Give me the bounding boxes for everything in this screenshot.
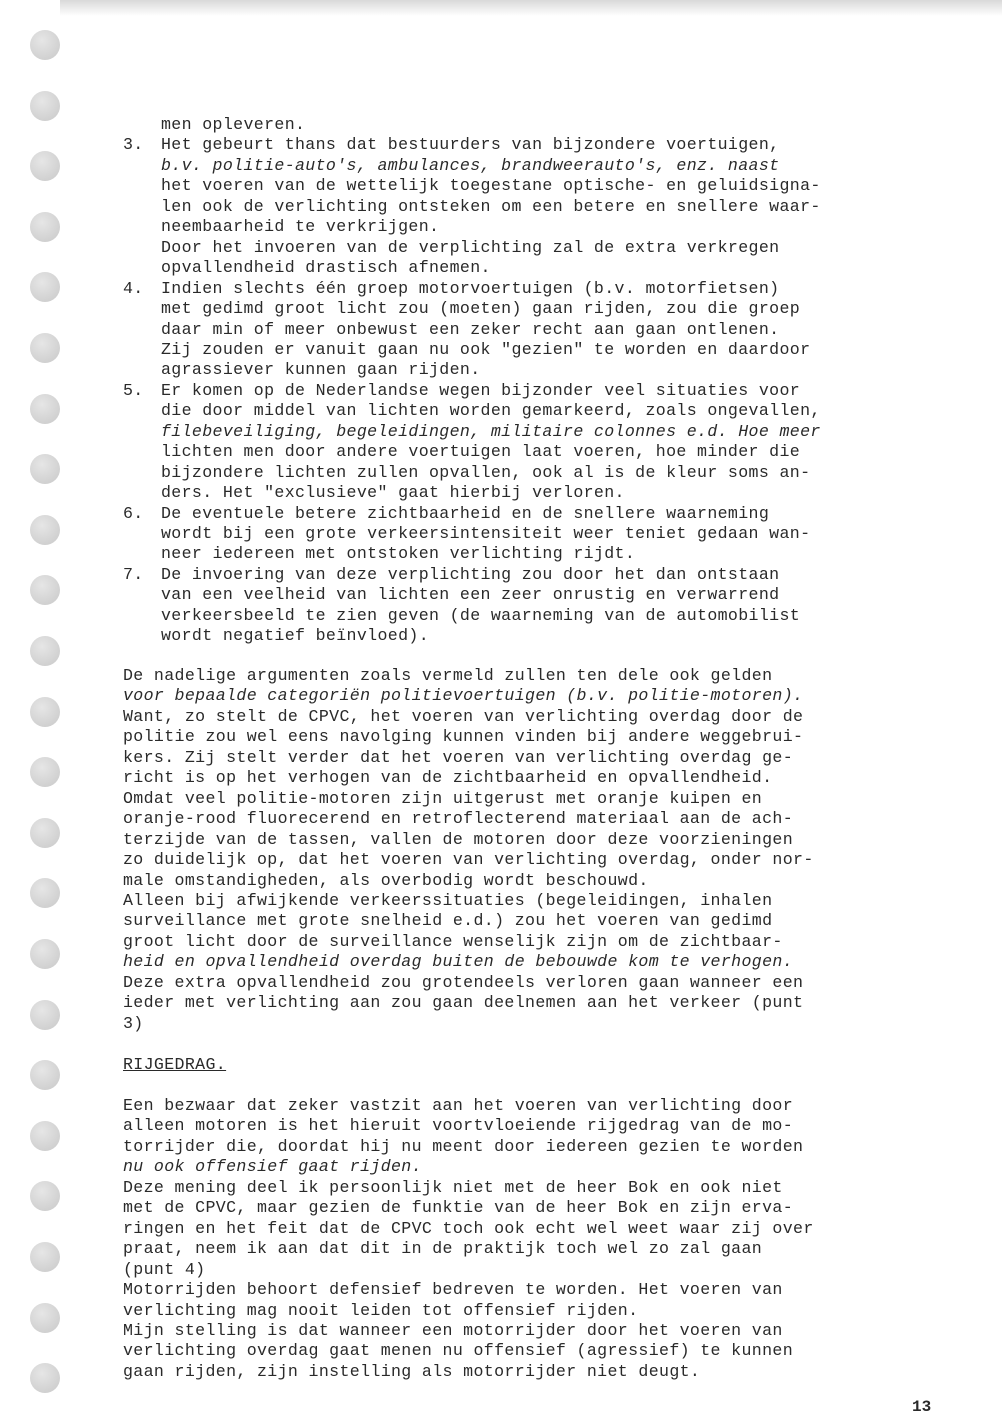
paragraph-line: richt is op het verhogen van de zichtbaarheid en opvallendheid.	[123, 768, 773, 788]
binder-hole	[30, 212, 60, 242]
list-item-line: lichten men door andere voertuigen laat voeren, hoe minder die	[161, 442, 801, 462]
list-item-line: Indien slechts één groep motorvoertuigen (b.v. motorfietsen)	[161, 278, 780, 298]
binder-hole	[30, 1121, 60, 1151]
list-item-line: b.v. politie-auto's, ambulances, brandweerauto's, enz. naast	[161, 155, 780, 175]
list-item-line: bijzondere lichten zullen opvallen, ook al is de kleur soms an-	[161, 462, 811, 482]
paragraph-line: groot licht door de surveillance wenselijk zijn om de zichtbaar-	[123, 931, 783, 951]
paragraph-line: Omdat veel politie-motoren zijn uitgerust met oranje kuipen en	[123, 788, 763, 808]
paragraph-line: ringen en het feit dat de CPVC toch ook echt wel weet waar zij over	[123, 1218, 814, 1238]
list-item-line: De invoering van deze verplichting zou door het dan ontstaan	[161, 564, 780, 584]
binder-hole	[30, 333, 60, 363]
paragraph-line: politie zou wel eens navolging kunnen vinden bij andere weggebrui-	[123, 727, 804, 747]
paragraph-line: terzijde van de tassen, vallen de motoren door deze voorzieningen	[123, 829, 794, 849]
list-item-line: filebeveiliging, begeleidingen, militaire colonnes e.d. Hoe meer	[161, 421, 821, 441]
binder-hole	[30, 1303, 60, 1333]
paragraph-line: surveillance met grote snelheid e.d.) zou het voeren van gedimd	[123, 911, 773, 931]
paragraph-line: male omstandigheden, als overbodig wordt beschouwd.	[123, 870, 649, 890]
binder-hole	[30, 757, 60, 787]
paragraph-line: Motorrijden behoort defensief bedreven te worden. Het voeren van	[123, 1280, 783, 1300]
paragraph-line: Alleen bij afwijkende verkeerssituaties (begeleidingen, inhalen	[123, 890, 773, 910]
binder-hole	[30, 1242, 60, 1272]
list-item-line: wordt negatief beïnvloed).	[161, 626, 430, 646]
binder-hole	[30, 272, 60, 302]
binder-hole	[30, 30, 60, 60]
paragraph-line: heid en opvallendheid overdag buiten de bebouwde kom te verhogen.	[123, 952, 794, 972]
paragraph-line: De nadelige argumenten zoals vermeld zullen ten dele ook gelden	[123, 666, 773, 685]
paragraph-line: Deze extra opvallendheid zou grotendeels verloren gaan wanneer een	[123, 972, 804, 992]
paragraph-line: torrijder die, doordat hij nu meent door iedereen gezien te worden	[123, 1136, 804, 1156]
binder-hole	[30, 151, 60, 181]
binder-hole	[30, 1181, 60, 1211]
list-item-line: daar min of meer onbewust een zeker recht aan gaan ontlenen.	[161, 319, 780, 339]
list-item-line: De eventuele betere zichtbaarheid en de snellere waarneming	[161, 503, 770, 523]
list-item-line: opvallendheid drastisch afnemen.	[161, 258, 491, 278]
binder-hole	[30, 697, 60, 727]
binder-hole	[30, 91, 60, 121]
list-item-line: Er komen op de Nederlandse wegen bijzonder veel situaties voor	[161, 380, 801, 400]
list-item-line: Door het invoeren van de verplichting zal de extra verkregen	[161, 237, 780, 257]
list-item-number: 7.	[123, 564, 144, 584]
list-item-number: 5.	[123, 380, 144, 400]
section-heading: RIJGEDRAG.	[123, 1055, 227, 1074]
list-item-line: Zij zouden er vanuit gaan nu ook "gezien" te worden en daardoor	[161, 339, 811, 359]
paragraph-line: met de CPVC, maar gezien de funktie van de heer Bok en zijn erva-	[123, 1198, 794, 1218]
list-item-line: die door middel van lichten worden gemarkeerd, zoals ongevallen,	[161, 401, 821, 421]
list-item-line: len ook de verlichting ontsteken om een betere en snellere waar-	[161, 196, 821, 216]
binder-hole	[30, 939, 60, 969]
binder-hole	[30, 454, 60, 484]
paragraph-line: oranje-rood fluorecerend en retroflecterend materiaal aan de ach-	[123, 809, 794, 829]
binder-hole	[30, 636, 60, 666]
list-item-line: agrassiever kunnen gaan rijden.	[161, 360, 481, 380]
list-item-line: men opleveren.	[161, 115, 306, 134]
page-top-shadow	[60, 0, 1002, 16]
paragraph-line: verlichting mag nooit leiden tot offensief rijden.	[123, 1300, 639, 1320]
paragraph-line: gaan rijden, zijn instelling als motorrijder niet deugt.	[123, 1361, 701, 1381]
binder-hole	[30, 1060, 60, 1090]
paragraph-line: alleen motoren is het hieruit voortvloeiende rijgedrag van de mo-	[123, 1116, 794, 1136]
list-item-line: van een veelheid van lichten een zeer onrustig en verwarrend	[161, 585, 780, 605]
page-number: 13	[912, 1398, 932, 1416]
paragraph-line: nu ook offensief gaat rijden.	[123, 1157, 422, 1177]
paragraph-line: kers. Zij stelt verder dat het voeren van verlichting overdag ge-	[123, 747, 794, 767]
binder-hole	[30, 575, 60, 605]
list-item-line: het voeren van de wettelijk toegestane optische- en geluidsigna-	[161, 176, 821, 196]
binder-hole	[30, 1000, 60, 1030]
paragraph-line: voor bepaalde categoriën politievoertuigen (b.v. politie-motoren).	[123, 686, 804, 706]
paragraph-line: zo duidelijk op, dat het voeren van verlichting overdag, onder nor-	[123, 850, 814, 870]
list-item-line: neembaarheid te verkrijgen.	[161, 217, 440, 237]
list-item-line: wordt bij een grote verkeersintensiteit weer teniet gedaan wan-	[161, 524, 811, 543]
paragraph-line: Want, zo stelt de CPVC, het voeren van verlichting overdag door de	[123, 706, 804, 726]
paragraph-line: ieder met verlichting aan zou gaan deelnemen aan het verkeer (punt	[123, 993, 804, 1013]
binder-hole	[30, 1363, 60, 1393]
paragraph-line: (punt 4)	[123, 1259, 206, 1279]
paragraph-line: Een bezwaar dat zeker vastzit aan het voeren van verlichting door	[123, 1096, 794, 1115]
paragraph-line: praat, neem ik aan dat dit in de praktijk toch wel zo zal gaan	[123, 1239, 763, 1259]
list-item-number: 6.	[123, 503, 144, 523]
paragraph-line: Mijn stelling is dat wanneer een motorrijder door het voeren van	[123, 1320, 783, 1340]
list-item-number: 3.	[123, 135, 144, 155]
paragraph-line: 3)	[123, 1013, 144, 1033]
paragraph-line: Deze mening deel ik persoonlijk niet met de heer Bok en ook niet	[123, 1177, 783, 1197]
list-item-line: Het gebeurt thans dat bestuurders van bijzondere voertuigen,	[161, 135, 780, 155]
binder-hole	[30, 818, 60, 848]
paragraph-line: verlichting overdag gaat menen nu offensief (agressief) te kunnen	[123, 1341, 794, 1361]
list-item-number: 4.	[123, 278, 144, 298]
binder-hole	[30, 394, 60, 424]
binder-hole	[30, 878, 60, 908]
list-item-line: verkeersbeeld te zien geven (de waarneming van de automobilist	[161, 605, 801, 625]
list-item-line: ders. Het "exclusieve" gaat hierbij verloren.	[161, 483, 625, 503]
list-item-line: neer iedereen met ontstoken verlichting rijdt.	[161, 544, 636, 564]
list-item-line: met gedimd groot licht zou (moeten) gaan rijden, zou die groep	[161, 299, 801, 319]
binder-hole	[30, 515, 60, 545]
